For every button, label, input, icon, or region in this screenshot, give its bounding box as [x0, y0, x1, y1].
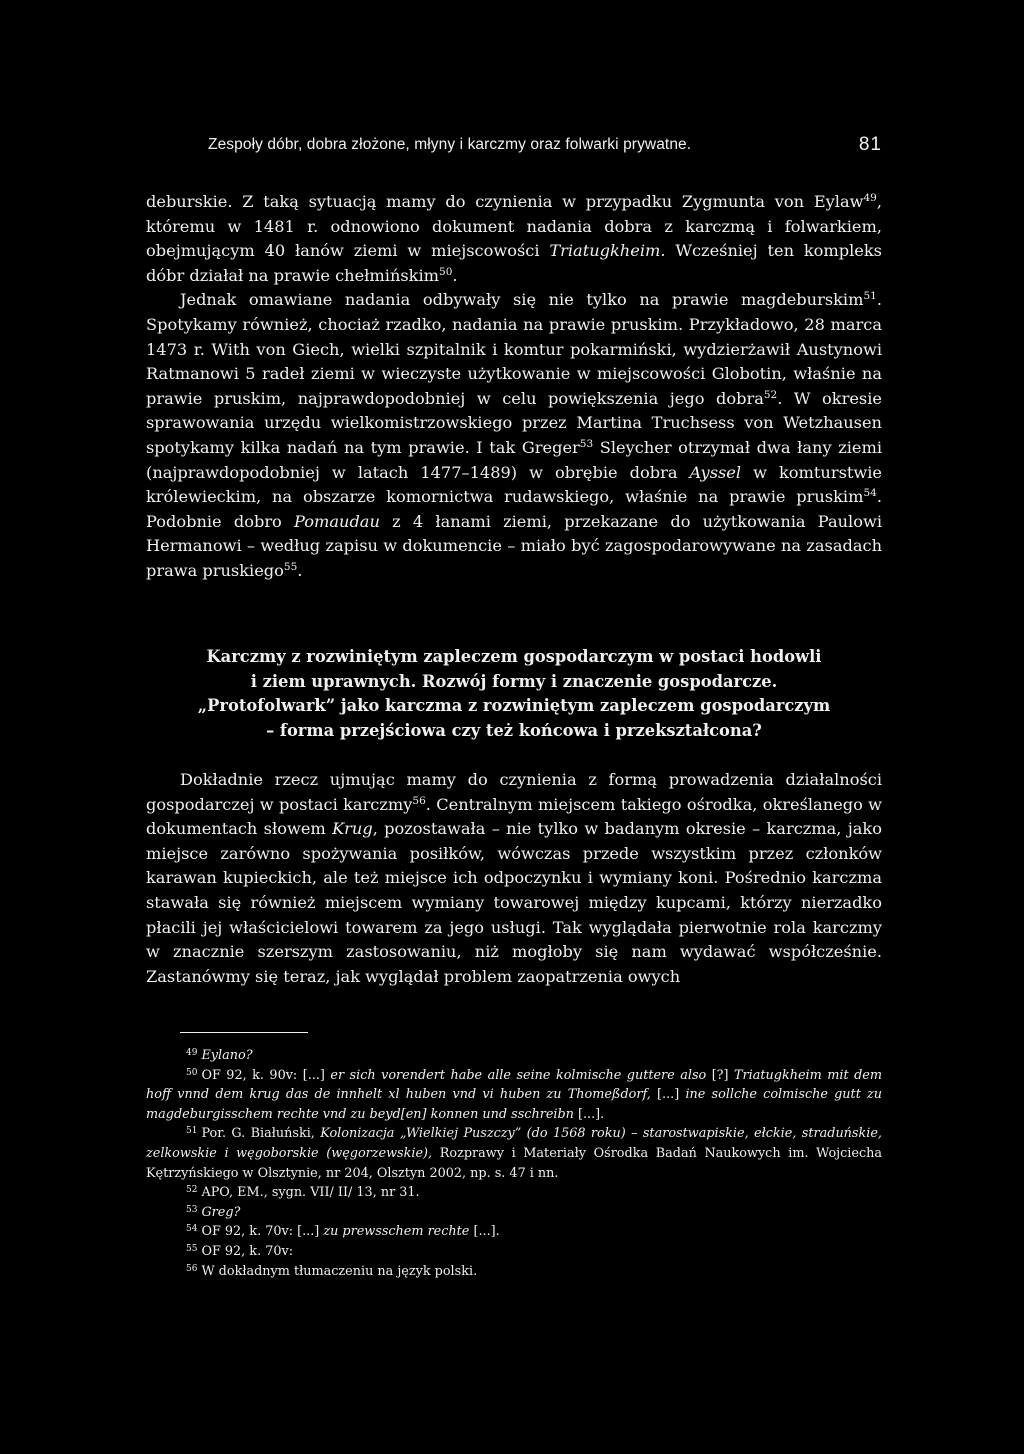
- footnote-text: Rozprawy i Materiały Ośrodka Badań Naukowych im. Wojciecha Kętrzyńskiego w Olsztynie, nr 204, Olsztyn 2002, np. s. 47 i nn.: [146, 1145, 882, 1181]
- text-run: Sleycher otrzymał dwa łany ziemi (najprawdopodobniej w latach 1477–1489) w obrębie dobra: [146, 437, 883, 482]
- text-run: . Spotykamy również, chociaż rzadko, nadania na prawie pruskim. Przykładowo, 28 marca 1473 r. With von Giech, wielki szpitalnik i komtur pokarmiński, wydzierżawił Austynowi Ratmanowi 5 radeł ziemi w wieczyste użytkowanie w miejscowości Globotin, właśnie na prawie pruskim, najprawdopodobniej w celu powiększenia jego dobra: [146, 290, 882, 408]
- footnote-number: 56: [186, 1263, 198, 1274]
- footnote-51: [146, 1124, 882, 1183]
- heading-line-2: i ziem uprawnych. Rozwój formy i znaczenie gospodarcze.: [250, 671, 778, 691]
- section-heading: [146, 645, 882, 743]
- footnote-number: 53: [186, 1204, 198, 1215]
- footnote-ref-51[interactable]: 51: [863, 290, 877, 303]
- footnote-separator: [180, 1032, 308, 1033]
- footnote-55: [146, 1242, 882, 1262]
- footnote-56: [146, 1262, 882, 1282]
- footnote-ref-50[interactable]: 50: [439, 265, 453, 278]
- text-run: z 4 łanami ziemi, przekazane do użytkowania Paulowi Hermanowi – według zapisu w dokumencie – miało być zagospodarowywane na zasadach prawa pruskiego: [146, 511, 882, 580]
- footnote-text: OF 92, k. 70v: [...]: [201, 1224, 324, 1240]
- place-name-pomaudau: Pomaudau: [294, 511, 380, 531]
- text-run: Wcześniej ten kompleks dóbr działał na prawie chełmińskim: [146, 241, 882, 285]
- footnote-number: 49: [186, 1048, 198, 1058]
- footnote-ref-49[interactable]: 49: [863, 192, 877, 204]
- text-run: , któremu w 1481 r. odnowiono dokument nadania dobra z karczmą i folwarkiem, obejmującym 40 łanów ziemi w miejscowości: [146, 192, 882, 261]
- footnote-text: OF 92, k. 70v:: [201, 1243, 294, 1259]
- footnote-ref-56[interactable]: 56: [412, 794, 426, 807]
- text-run: , pozostawała – nie tylko w badanym okresie – karczma, jako miejsce zarówno spożywania posiłków, wówczas przede wszystkim przez członków karawan kupieckich, ale też miejsce ich odpoczynku i wymiany koni. Pośrednio karczma stawała się również miejscem wymiany towarowej między kupcami, którzy nierzadko płacili jej właścicielowi towarem za jego usługi. Tak wyglądała pierwotnie rola karczmy w znacznie szerszym zastosowaniu, niż mogłoby się nam wydawać współcześnie. Zastanówmy się teraz, jak wyglądał problem zaopatrzenia owych: [146, 819, 882, 986]
- footnote-53: [146, 1203, 882, 1223]
- page-number: 81: [858, 134, 882, 155]
- text-run: . W okresie sprawowania urzędu wielkomistrzowskiego przez Martina Truchsess von Wetzhausen spotykamy kilka nadań na tym prawie. I tak Greger: [146, 388, 882, 457]
- footnote-ref-53[interactable]: 53: [579, 437, 594, 450]
- footnote-quote: ine sollche colmische gutt zu magdeburgisschem rechte vnd zu beyd[en] konnen und sschreibn: [146, 1087, 883, 1122]
- footnote-54: [146, 1222, 882, 1242]
- footnotes: [146, 1046, 882, 1281]
- footnote-book-title: Kolonizacja „Wielkiej Puszczy” (do 1568 roku) – starostwapiskie, ełckie, straduńskie, zelkowskie i węgoborskie (węgorzewskie),: [146, 1126, 882, 1161]
- footnote-number: 55: [186, 1243, 198, 1254]
- footnote-50: [146, 1066, 882, 1125]
- footnote-text: Por. G. Białuński,: [201, 1126, 321, 1142]
- footnote-52: [146, 1183, 882, 1203]
- term-krug: Krug: [332, 819, 373, 839]
- footnote-text: [...]: [650, 1087, 686, 1103]
- paragraph-1: [146, 190, 882, 288]
- footnote-number: 51: [186, 1126, 198, 1137]
- paragraph-3: [146, 768, 882, 989]
- paragraph-2: [146, 288, 882, 583]
- heading-line-3: „Protofolwark” jako karczma z rozwiniętym zapleczem gospodarczym: [197, 696, 831, 716]
- footnote-quote: Triatugkheim mit dem hoff vnnd dem krug das de innhelt xl huben vnd vi huben zu Thomeßdorf,: [146, 1067, 882, 1103]
- text-run: .: [452, 265, 458, 285]
- text-run: Jednak omawiane nadania odbywały się nie tylko na prawie magdeburskim: [180, 290, 864, 310]
- place-name-triatugkheim: Triatugkheim.: [549, 241, 666, 261]
- text-run: . Podobnie dobro: [146, 487, 882, 531]
- body-text-top: [146, 190, 882, 584]
- text-run: .: [297, 560, 303, 580]
- document-page: [146, 0, 882, 1454]
- footnote-ref-55[interactable]: 55: [283, 560, 298, 573]
- footnote-text: W dokładnym tłumaczeniu na język polski.: [201, 1263, 478, 1279]
- footnote-text: Eylano?: [201, 1048, 253, 1063]
- running-title: Zespoły dóbr, dobra złożone, młyny i karczmy oraz folwarki prywatne.: [208, 136, 692, 153]
- footnote-text: OF 92, k. 90v: [...]: [201, 1067, 331, 1083]
- footnote-number: 54: [186, 1224, 198, 1235]
- footnote-text: [?]: [706, 1067, 735, 1083]
- footnote-ref-54[interactable]: 54: [863, 487, 877, 500]
- footnote-text: APO, EM., sygn. VII/ II/ 13, nr 31.: [201, 1185, 420, 1201]
- text-run: w komturstwie królewieckim, na obszarze komornictwa rudawskiego, właśnie na prawie pruskim: [146, 462, 882, 507]
- footnote-ref-52[interactable]: 52: [763, 388, 778, 401]
- footnote-text: Greg?: [201, 1204, 241, 1220]
- footnote-quote: zu prewsschem rechte: [323, 1224, 470, 1240]
- running-header: [208, 136, 882, 160]
- footnote-number: 50: [186, 1067, 198, 1078]
- heading-line-4: – forma przejściowa czy też końcowa i przekształcona?: [266, 720, 762, 740]
- body-text-bottom: [146, 768, 882, 989]
- footnote-number: 52: [186, 1185, 198, 1196]
- place-name-ayssel: Ayssel: [689, 462, 742, 482]
- footnote-text: [...].: [469, 1224, 500, 1240]
- text-run: Dokładnie rzecz ujmując mamy do czynienia z formą prowadzenia działalności gospodarczej w postaci karczmy: [146, 770, 882, 814]
- text-run: . Centralnym miejscem takiego ośrodka, określanego w dokumentach słowem: [146, 794, 882, 839]
- text-run: deburskie. Z taką sytuacją mamy do czynienia w przypadku Zygmunta von Eylaw: [146, 192, 864, 211]
- footnote-text: [...].: [573, 1106, 605, 1122]
- heading-line-1: Karczmy z rozwiniętym zapleczem gospodarczym w postaci hodowli: [206, 647, 822, 666]
- footnote-quote: er sich vorendert habe alle seine kolmische guttere also: [330, 1067, 707, 1083]
- footnote-49: [146, 1046, 882, 1066]
